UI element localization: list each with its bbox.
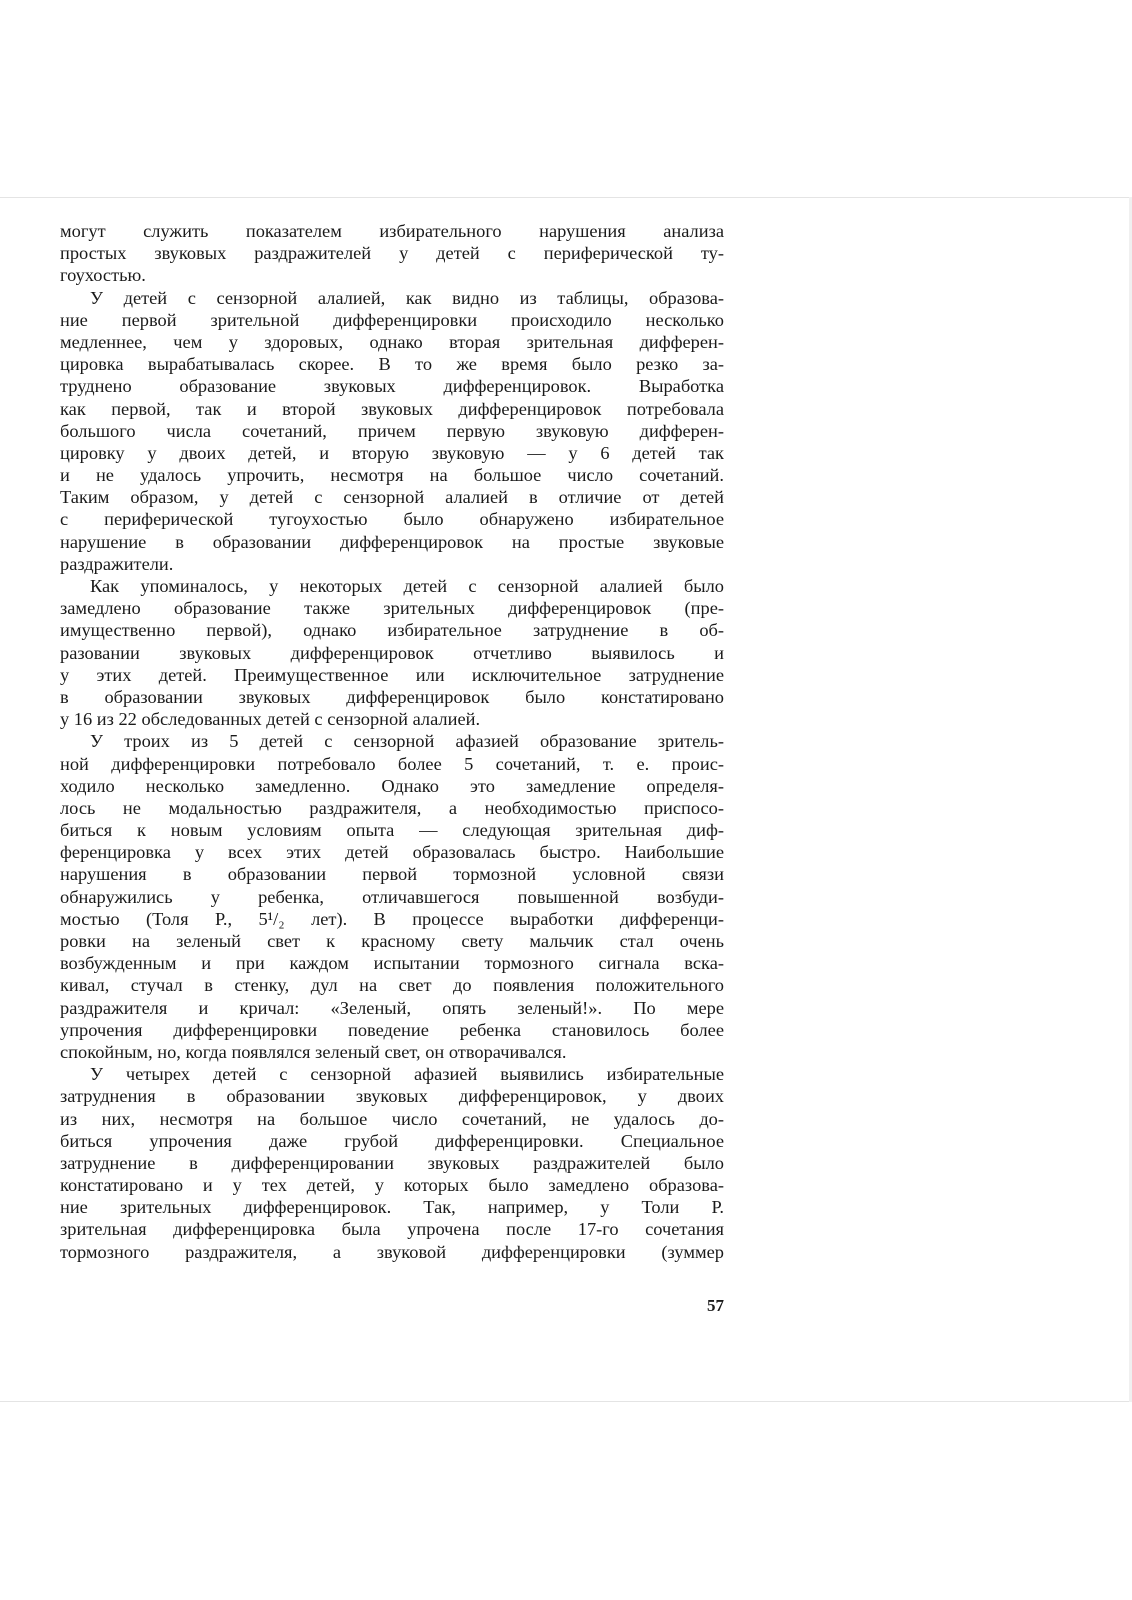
- text-line: нарушения в образовании первой тормозной условной связи: [60, 864, 724, 885]
- text-line: констатировано и у тех детей, у которых было замедлено образова-: [60, 1175, 724, 1196]
- text-line: нарушение в образовании дифференцировок на простые звуковые: [60, 531, 724, 552]
- page-number: 57: [707, 1296, 724, 1315]
- text-line: обнаружились у ребенка, отличавшегося повышенной возбуди-: [60, 886, 724, 907]
- text-line: имущественно первой), однако избирательное затруднение в об-: [60, 620, 724, 641]
- text-line: У троих из 5 детей с сензорной афазией образование зритель-: [90, 731, 724, 752]
- text-line: ходило несколько замедленно. Однако это замедление определя-: [60, 775, 724, 796]
- text-line: упрочения дифференцировки поведение ребенка становилось более: [60, 1019, 724, 1040]
- text-line: труднено образование звуковых дифференцировок. Выработка: [60, 376, 724, 397]
- text-line: как первой, так и второй звуковых дифференцировок потребовала: [60, 398, 724, 419]
- text-line: кивал, стучал в стенку, дул на свет до появления положительного: [60, 975, 724, 996]
- text-line: биться к новым условиям опыта — следующая зрительная диф-: [60, 820, 724, 841]
- text-line: У четырех детей с сензорной афазией выявились избирательные: [90, 1064, 724, 1085]
- scan-edge-top: [0, 197, 1132, 198]
- text-line: ференцировка у всех этих детей образовалась быстро. Наибольшие: [60, 842, 724, 863]
- text-line: биться упрочения даже грубой дифференцировки. Специальное: [60, 1130, 724, 1151]
- text-line: спокойным, но, когда появлялся зеленый свет, он отворачивался.: [60, 1041, 567, 1062]
- text-line: цировку у двоих детей, и вторую звуковую — у 6 детей так: [60, 442, 724, 463]
- text-line: затруднение в дифференцировании звуковых раздражителей было: [60, 1152, 724, 1173]
- text-line: у этих детей. Преимущественное или исключительное затруднение: [60, 664, 724, 685]
- text-line: Как упоминалось, у некоторых детей с сензорной алалией было: [90, 576, 724, 596]
- text-line: и не удалось упрочить, несмотря на большое число сочетаний.: [60, 465, 724, 486]
- text-line: замедлено образование также зрительных дифференцировок (пре-: [60, 598, 724, 619]
- text-line: раздражителя и кричал: «Зеленый, опять зеленый!». По мере: [60, 997, 724, 1018]
- text-line: ной дифференцировки потребовало более 5 сочетаний, т. е. проис-: [60, 753, 724, 774]
- text-line: возбужденным и при каждом испытании тормозного сигнала вска-: [60, 953, 724, 974]
- text-line: затруднения в образовании звуковых дифференцировок, у двоих: [60, 1086, 724, 1107]
- text-line: из них, несмотря на большое число сочетаний, не удалось до-: [60, 1108, 724, 1129]
- text-line: Таким образом, у детей с сензорной алалией в отличие от детей: [60, 487, 724, 508]
- text-line: простых звуковых раздражителей у детей с периферической ту-: [60, 243, 724, 264]
- text-line: зрительная дифференцировка была упрочена после 17-го сочетания: [60, 1219, 724, 1240]
- text-line: У детей с сензорной алалией, как видно из таблицы, образова-: [90, 287, 724, 308]
- page-body-text: [60, 220, 724, 1263]
- text-line: ние зрительных дифференцировок. Так, например, у Толи Р.: [60, 1197, 724, 1218]
- text-line: у 16 из 22 обследованных детей с сензорной алалией.: [60, 709, 481, 730]
- text-line: мостью (Толя Р., 5¹/₂ лет). В процессе выработки дифференци-: [60, 908, 724, 929]
- text-line: разовании звуковых дифференцировок отчетливо выявилось и: [60, 642, 724, 663]
- text-line: могут служить показателем избирательного нарушения анализа: [60, 221, 724, 241]
- text-line: медленнее, чем у здоровых, однако вторая зрительная дифферен-: [60, 331, 724, 352]
- text-line: раздражители.: [60, 553, 174, 574]
- text-line: в образовании звуковых дифференцировок было констатировано: [60, 686, 724, 707]
- text-line: большого числа сочетаний, причем первую звуковую дифферен-: [60, 420, 724, 441]
- scan-edge-bottom: [0, 1401, 1132, 1402]
- text-line: ние первой зрительной дифференцировки происходило несколько: [60, 309, 724, 330]
- text-line: с периферической тугоухостью было обнаружено избирательное: [60, 509, 724, 530]
- text-line: гоухостью.: [60, 265, 146, 286]
- text-line: тормозного раздражителя, а звуковой дифференцировки (зуммер: [60, 1241, 724, 1262]
- text-line: ровки на зеленый свет к красному свету мальчик стал очень: [60, 931, 724, 951]
- text-line: цировка вырабатывалась скорее. В то же время было резко за-: [60, 354, 724, 375]
- text-line: лось не модальностью раздражителя, а необходимостью приспосо-: [60, 797, 724, 818]
